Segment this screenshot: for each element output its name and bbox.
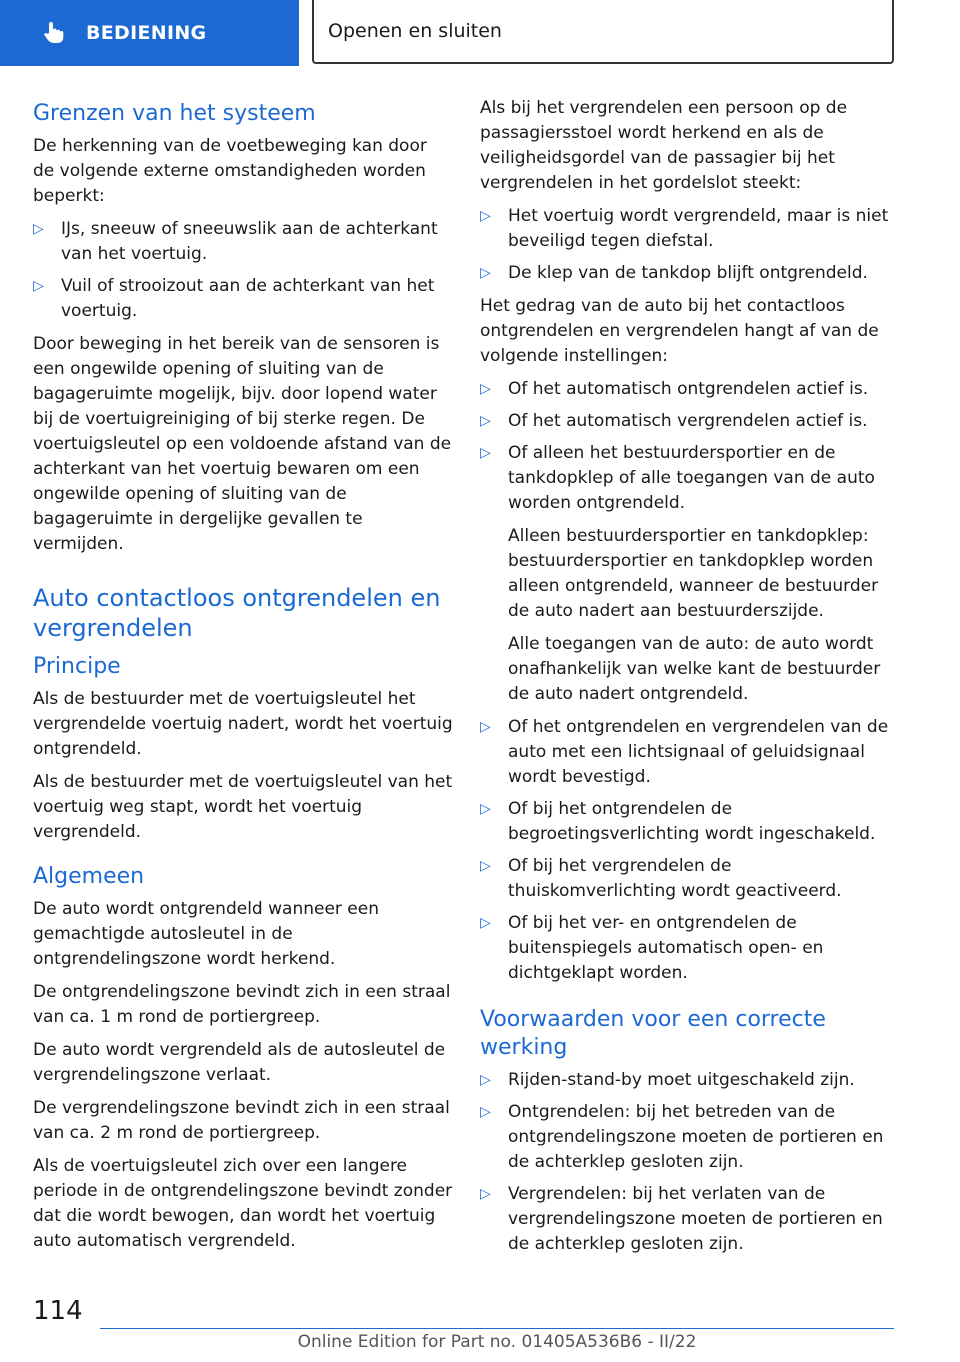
bullet-icon: ▷ — [480, 413, 491, 429]
list-item: ▷ De klep van de tankdop blijft ontgrendeld. — [480, 261, 900, 286]
paragraph: De herkenning van de voetbeweging kan door de volgende externe omstandigheden worden beperkt: — [33, 136, 427, 206]
footer-divider — [100, 1328, 894, 1329]
list-item: ▷ Het voertuig wordt vergrendeld, maar is niet beveiligd tegen diefstal. — [480, 206, 889, 251]
page-header — [0, 0, 960, 66]
paragraph: Als de voertuigsleutel zich over een langere periode in de ontgrendelingszone bevindt zonder dat die wordt bewogen, dan wordt het voertuig auto automatisch vergrendeld. — [33, 1156, 453, 1251]
bullet-icon: ▷ — [480, 445, 491, 461]
sub-paragraph: Alleen bestuurdersportier en tankdopklep: bestuurdersportier en tankdopklep worden alleen ontgrendeld, wanneer de bestuurder de auto nadert aan bestuurderszijde. — [508, 526, 879, 621]
list-item: ▷ IJs, sneeuw of sneeuwslik aan de achterkant van het voertuig. — [33, 219, 438, 264]
paragraph: De auto wordt ontgrendeld wanneer een gemachtigde autosleutel in de ontgrendelingszone wordt herkend. — [33, 899, 379, 969]
bullet-icon: ▷ — [480, 1072, 491, 1088]
section-tab — [0, 0, 299, 66]
bullet-icon: ▷ — [33, 278, 44, 294]
section-label: BEDIENING — [86, 22, 207, 44]
bullet-list — [480, 204, 900, 286]
bullet-icon: ▷ — [480, 915, 491, 931]
right-column — [480, 96, 900, 1265]
left-column — [33, 96, 453, 1262]
list-item: ▷ Of bij het ver- en ontgrendelen de buitenspiegels automatisch open- en dichtgeklapt worden. — [480, 913, 824, 983]
bullet-icon: ▷ — [480, 208, 491, 224]
heading-general: Algemeen — [33, 864, 145, 889]
paragraph: Als de bestuurder met de voertuigsleutel van het voertuig weg stapt, wordt het voertuig vergrendeld. — [33, 772, 453, 842]
bullet-list — [480, 377, 900, 516]
bullet-icon: ▷ — [33, 221, 44, 237]
bullet-icon: ▷ — [480, 858, 491, 874]
heading-contactless: Auto contactloos ontgrendelen en vergrendelen — [33, 584, 441, 642]
hand-pointer-icon — [40, 19, 68, 47]
list-item: ▷ Rijden-stand-by moet uitgeschakeld zijn. — [480, 1068, 900, 1093]
paragraph: Door beweging in het bereik van de sensoren is een ongewilde opening of sluiting van de bagageruimte mogelijk, bijv. door lopend water bij de voertuigreiniging of bij sterke regen. De voertuigsleutel op een voldoende afstand van de achterkant van het voertuig bewaren om een ongewilde opening of sluiting van de bagageruimte in dergelijke gevallen te vermijden. — [33, 334, 452, 554]
bullet-list — [33, 217, 453, 324]
bullet-icon: ▷ — [480, 265, 491, 281]
heading-system-limits: Grenzen van het systeem — [33, 101, 316, 126]
list-item: ▷ Of bij het vergrendelen de thuiskomverlichting wordt geactiveerd. — [480, 856, 842, 901]
paragraph: De ontgrendelingszone bevindt zich in een straal van ca. 1 m rond de portiergreep. — [33, 982, 451, 1027]
heading-requirements: Voorwaarden voor een correcte werking — [480, 1007, 826, 1060]
page-number: 114 — [33, 1296, 83, 1326]
list-item: ▷ Of het automatisch ontgrendelen actief is. — [480, 377, 900, 402]
chapter-title-box — [312, 0, 894, 64]
heading-principle: Principe — [33, 654, 121, 679]
bullet-icon: ▷ — [480, 381, 491, 397]
list-item: ▷ Of het automatisch vergrendelen actief is. — [480, 409, 900, 434]
list-item: ▷ Of bij het ontgrendelen de begroetingsverlichting wordt ingeschakeld. — [480, 799, 876, 844]
paragraph: De vergrendelingszone bevindt zich in een straal van ca. 2 m rond de portiergreep. — [33, 1098, 450, 1143]
list-item: ▷ Of het ontgrendelen en vergrendelen van de auto met een lichtsignaal of geluidsignaal wordt bevestigd. — [480, 717, 889, 787]
paragraph: Als de bestuurder met de voertuigsleutel het vergrendelde voertuig nadert, wordt het voertuig ontgrendeld. — [33, 689, 453, 759]
bullet-icon: ▷ — [480, 719, 491, 735]
bullet-icon: ▷ — [480, 1186, 491, 1202]
paragraph: De auto wordt vergrendeld als de autosleutel de vergrendelingszone verlaat. — [33, 1040, 446, 1085]
bullet-icon: ▷ — [480, 1104, 491, 1120]
list-item: ▷ Vuil of strooizout aan de achterkant van het voertuig. — [33, 276, 435, 321]
paragraph: Als bij het vergrendelen een persoon op de passagiersstoel wordt herkend en als de veiligheidsgordel van de passagier bij het vergrendelen in het gordelslot steekt: — [480, 98, 848, 193]
footer-text: Online Edition for Part no. 01405A536B6 - II/22 — [297, 1332, 697, 1352]
bullet-list — [480, 715, 900, 986]
list-item: ▷ Ontgrendelen: bij het betreden van de ontgrendelingszone moeten de portieren en de achterklep gesloten zijn. — [480, 1102, 884, 1172]
list-item: ▷ Of alleen het bestuurdersportier en de tankdopklep of alle toegangen van de auto worden ontgrendeld. — [480, 443, 875, 513]
paragraph: Het gedrag van de auto bij het contactloos ontgrendelen en vergrendelen hangt af van de volgende instellingen: — [480, 296, 879, 366]
chapter-title: Openen en sluiten — [328, 20, 502, 42]
sub-paragraph: Alle toegangen van de auto: de auto wordt onafhankelijk van welke kant de bestuurder de auto nadert ontgrendeld. — [508, 634, 881, 704]
bullet-icon: ▷ — [480, 801, 491, 817]
list-item: ▷ Vergrendelen: bij het verlaten van de vergrendelingszone moeten de portieren en de achterklep gesloten zijn. — [480, 1184, 883, 1254]
bullet-list — [480, 1068, 900, 1257]
